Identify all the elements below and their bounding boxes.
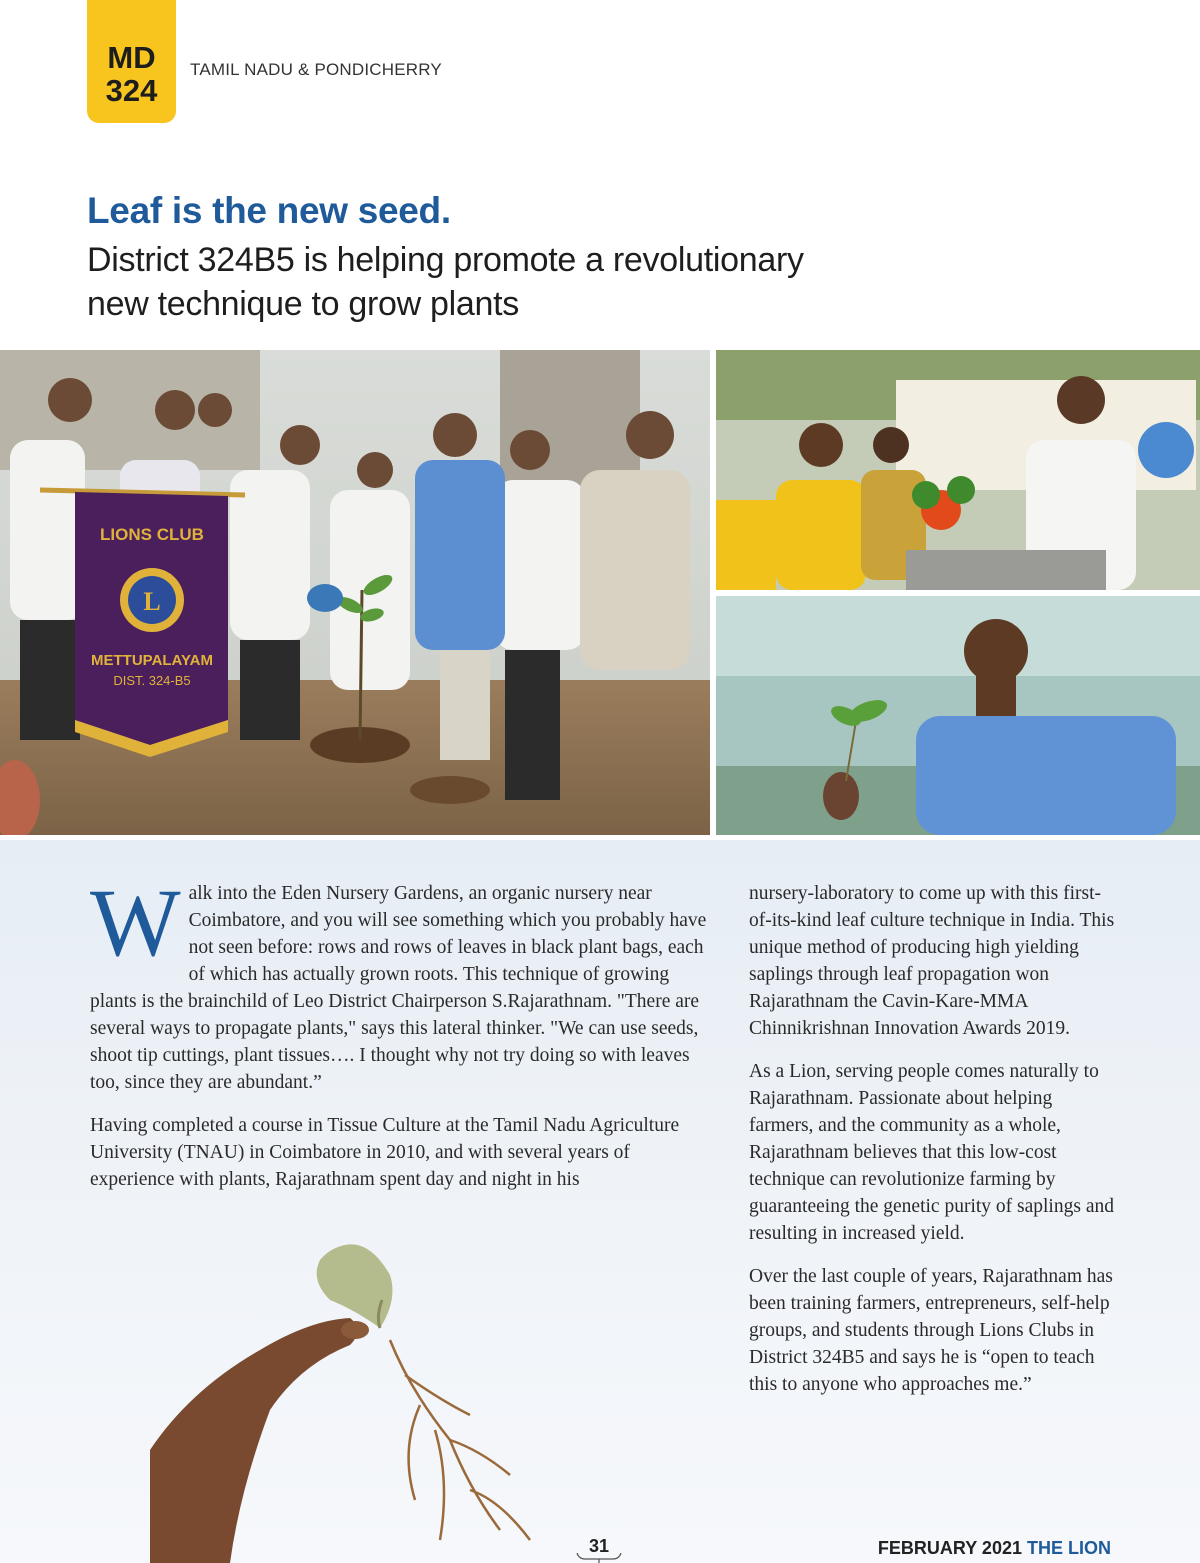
tree-planting-photo xyxy=(0,350,710,835)
issue-date: FEBRUARY 2021 xyxy=(877,1538,1022,1558)
banner-line-3: DIST. 324-B5 xyxy=(113,673,191,688)
article-paragraph-3: nursery-laboratory to come up with this first-of-its-kind leaf culture technique in India. This unique method of producing high yielding saplings through leaf propagation won Rajarathnam the Cavin-Kare-MMA Chinnikrishnan Innovation Awards 2019. xyxy=(749,883,1115,1039)
page-number: 31 xyxy=(588,1536,610,1556)
md-badge xyxy=(87,0,176,123)
drop-cap: W xyxy=(90,869,181,976)
subheadline: District 324B5 is helping promote a revolutionary new technique to grow plants xyxy=(87,241,804,323)
banner-line-1: LIONS CLUB xyxy=(100,525,204,544)
article-paragraph-5: Over the last couple of years, Rajarathnam has been training farmers, entrepreneurs, self-help groups, and students through Lions Clubs in District 324B5 and says he is “open to teach this to anyone who approaches me.” xyxy=(749,1266,1113,1395)
article-paragraph-1-text: alk into the Eden Nursery Gardens, an organic nursery near Coimbatore, and you will see something which you probably have not seen before: rows and rows of leaves in black plant bags, each of which has actually grown roots. This technique of growing plants is the brainchild of Leo District Chairperson S.Rajarathnam. "There are several ways to propagate plants," says this lateral thinker. "We can use seeds, shoot tip cuttings, plant tissues…. I thought why not try doing so with leaves too, since they are abundant.” xyxy=(90,883,707,1093)
man-with-sapling-photo xyxy=(716,596,1200,835)
badge-line-1: MD xyxy=(107,40,156,75)
footer-issue xyxy=(878,1538,1111,1559)
badge-line-2: 324 xyxy=(105,73,158,108)
leaf-with-roots-photo xyxy=(150,1200,630,1563)
article-column-right xyxy=(749,880,1119,1414)
page-number-bracket xyxy=(575,1553,623,1563)
article-column-left xyxy=(90,869,715,1209)
banner-line-2: METTUPALAYAM xyxy=(91,652,213,669)
magazine-name: THE LION xyxy=(1027,1538,1111,1558)
student-plant-photo xyxy=(716,350,1200,590)
article-paragraph-4: As a Lion, serving people comes naturally to Rajarathnam. Passionate about helping farmers, and the community as a whole, Rajarathnam believes that this low-cost technique can revolutionize farming by guaranteeing the genetic purity of saplings and resulting in increased yield. xyxy=(749,1061,1114,1244)
svg-text:L: L xyxy=(143,587,161,616)
headline: Leaf is the new seed. xyxy=(87,190,451,231)
article-paragraph-1 xyxy=(90,869,715,1096)
article-paragraph-2: Having completed a course in Tissue Culture at the Tamil Nadu Agriculture University (TNAU) in Coimbatore in 2010, and with several years of experience with plants, Rajarathnam spent day and night in his xyxy=(90,1115,680,1190)
region-label: TAMIL NADU & PONDICHERRY xyxy=(190,60,442,79)
